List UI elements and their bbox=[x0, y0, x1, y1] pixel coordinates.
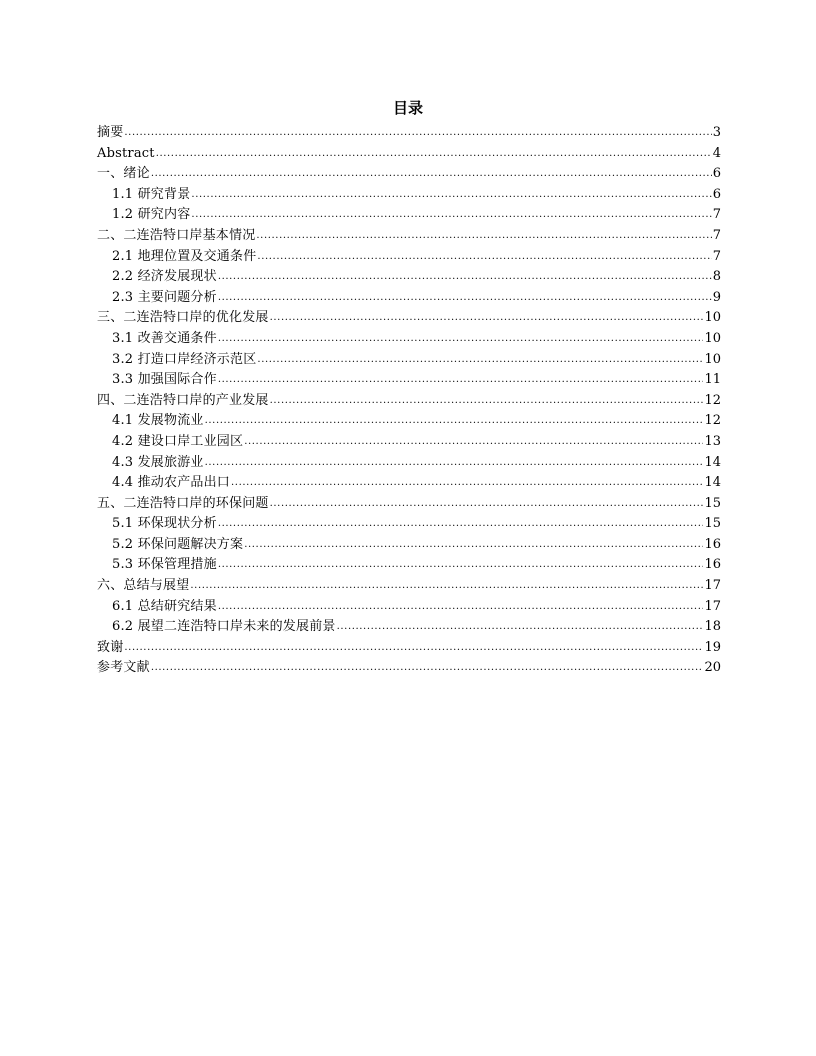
toc-entry-page-number: 14 bbox=[704, 454, 721, 470]
toc-entry-label: 4.1 发展物流业 bbox=[112, 413, 204, 429]
toc-entry[interactable] bbox=[97, 308, 721, 329]
toc-entry-page-number: 19 bbox=[704, 639, 721, 655]
toc-title: 目录 bbox=[392, 99, 423, 117]
toc-dot-leader bbox=[218, 370, 704, 391]
toc-entry-page-number: 18 bbox=[704, 619, 721, 635]
toc-entry[interactable] bbox=[97, 555, 721, 576]
toc-entry-label: 4.3 发展旅游业 bbox=[112, 454, 204, 470]
toc-dot-leader bbox=[156, 144, 712, 165]
toc-entry-label: 2.3 主要问题分析 bbox=[112, 289, 217, 305]
toc-dot-leader bbox=[218, 267, 712, 288]
toc-entry-page-number: 9 bbox=[712, 289, 721, 305]
toc-entry[interactable] bbox=[97, 617, 721, 638]
toc-dot-leader bbox=[257, 247, 711, 268]
toc-dot-leader bbox=[218, 329, 704, 350]
toc-entry[interactable] bbox=[97, 226, 721, 247]
toc-entry-label: 1.2 研究内容 bbox=[112, 207, 191, 223]
toc-entry-page-number: 13 bbox=[704, 433, 721, 449]
toc-dot-leader bbox=[270, 308, 704, 329]
toc-entry-page-number: 14 bbox=[704, 475, 721, 491]
toc-entry-page-number: 11 bbox=[704, 372, 721, 388]
toc-entry-page-number: 16 bbox=[704, 536, 721, 552]
toc-entry[interactable] bbox=[97, 247, 721, 268]
toc-entry-label: 3.3 加强国际合作 bbox=[112, 372, 217, 388]
toc-dot-leader bbox=[257, 350, 703, 371]
toc-entry-page-number: 7 bbox=[712, 248, 721, 264]
toc-entry-page-number: 4 bbox=[712, 145, 721, 161]
toc-entry-label: 2.2 经济发展现状 bbox=[112, 269, 217, 285]
toc-entry[interactable] bbox=[97, 267, 721, 288]
toc-entry[interactable] bbox=[97, 453, 721, 474]
toc-dot-leader bbox=[270, 494, 704, 515]
toc-entry-page-number: 7 bbox=[712, 227, 721, 243]
toc-entry[interactable] bbox=[97, 494, 721, 515]
toc-entry-page-number: 3 bbox=[712, 125, 721, 140]
toc-entry-page-number: 12 bbox=[704, 413, 721, 429]
toc-entry[interactable] bbox=[97, 411, 721, 432]
toc-entry[interactable] bbox=[97, 658, 721, 679]
toc-dot-leader bbox=[218, 555, 704, 576]
toc-entry-label: 二、二连浩特口岸基本情况 bbox=[97, 227, 256, 243]
toc-dot-leader bbox=[218, 514, 704, 535]
toc-entry-label: 摘要 bbox=[97, 125, 124, 140]
toc-dot-leader bbox=[124, 638, 703, 659]
toc-entry-page-number: 10 bbox=[704, 310, 721, 326]
toc-dot-leader bbox=[270, 391, 704, 412]
toc-entry[interactable] bbox=[97, 205, 721, 226]
toc-entry-page-number: 10 bbox=[704, 351, 721, 367]
toc-entry-label: 六、总结与展望 bbox=[97, 578, 190, 594]
toc-entry-page-number: 6 bbox=[712, 166, 721, 182]
toc-entry[interactable] bbox=[97, 638, 721, 659]
toc-dot-leader bbox=[244, 432, 703, 453]
toc-entry[interactable] bbox=[97, 350, 721, 371]
toc-entry[interactable] bbox=[97, 432, 721, 453]
toc-entry-label: 四、二连浩特口岸的产业发展 bbox=[97, 392, 269, 408]
toc-entry[interactable] bbox=[97, 576, 721, 597]
toc-dot-leader bbox=[151, 164, 712, 185]
toc-entry-label: 5.1 环保现状分析 bbox=[112, 516, 217, 532]
toc-entry-label: 三、二连浩特口岸的优化发展 bbox=[97, 310, 269, 326]
toc-entry-label: 致谢 bbox=[97, 639, 124, 655]
toc-dot-leader bbox=[244, 535, 703, 556]
toc-dot-leader bbox=[218, 288, 712, 309]
toc-entry-page-number: 17 bbox=[704, 598, 721, 614]
toc-entry-page-number: 15 bbox=[704, 495, 721, 511]
toc-entry[interactable] bbox=[97, 370, 721, 391]
toc-entry-page-number: 7 bbox=[712, 207, 721, 223]
toc-entry-page-number: 15 bbox=[704, 516, 721, 532]
toc-entry-page-number: 6 bbox=[712, 186, 721, 202]
toc-dot-leader bbox=[218, 597, 704, 618]
toc-dot-leader bbox=[190, 576, 703, 597]
toc-entry[interactable] bbox=[97, 144, 721, 165]
toc-entry[interactable] bbox=[97, 164, 721, 185]
toc-entry-label: 1.1 研究背景 bbox=[112, 186, 191, 202]
toc-entry-label: 参考文献 bbox=[97, 660, 150, 676]
toc-entry-label: 6.1 总结研究结果 bbox=[112, 598, 217, 614]
toc-entry-page-number: 10 bbox=[704, 330, 721, 346]
toc-entry-label: 五、二连浩特口岸的环保问题 bbox=[97, 495, 269, 511]
toc-entry-label: 4.4 推动农产品出口 bbox=[112, 475, 231, 491]
toc-entry-page-number: 20 bbox=[704, 660, 721, 676]
toc-entry[interactable] bbox=[97, 535, 721, 556]
toc-entry-page-number: 8 bbox=[712, 269, 721, 285]
toc-dot-leader bbox=[231, 473, 703, 494]
toc-dot-leader bbox=[337, 617, 704, 638]
toc-dot-leader bbox=[256, 226, 711, 247]
toc-dot-leader bbox=[191, 185, 711, 206]
toc-dot-leader bbox=[205, 453, 704, 474]
table-of-contents bbox=[97, 123, 721, 679]
toc-entry[interactable] bbox=[97, 288, 721, 309]
toc-entry-label: 3.1 改善交通条件 bbox=[112, 330, 217, 346]
toc-dot-leader bbox=[191, 205, 711, 226]
toc-entry[interactable] bbox=[97, 473, 721, 494]
toc-entry-label: 5.3 环保管理措施 bbox=[112, 557, 217, 573]
toc-entry[interactable] bbox=[97, 514, 721, 535]
toc-entry-label: 4.2 建设口岸工业园区 bbox=[112, 433, 244, 449]
toc-entry[interactable] bbox=[97, 329, 721, 350]
toc-dot-leader bbox=[205, 411, 704, 432]
toc-entry[interactable] bbox=[97, 391, 721, 412]
toc-entry-label: 一、绪论 bbox=[97, 166, 150, 182]
toc-dot-leader bbox=[124, 123, 711, 144]
toc-entry-label: 6.2 展望二连浩特口岸未来的发展前景 bbox=[112, 619, 336, 635]
toc-entry[interactable] bbox=[97, 123, 721, 144]
toc-entry-label: 3.2 打造口岸经济示范区 bbox=[112, 351, 257, 367]
toc-entry-page-number: 17 bbox=[704, 578, 721, 594]
toc-entry-page-number: 16 bbox=[704, 557, 721, 573]
toc-entry-page-number: 12 bbox=[704, 392, 721, 408]
toc-entry-label: 5.2 环保问题解决方案 bbox=[112, 536, 244, 552]
toc-entry-label: Abstract bbox=[97, 145, 155, 161]
toc-entry[interactable] bbox=[97, 597, 721, 618]
toc-dot-leader bbox=[151, 658, 704, 679]
toc-entry[interactable] bbox=[97, 185, 721, 206]
toc-entry-label: 2.1 地理位置及交通条件 bbox=[112, 248, 257, 264]
